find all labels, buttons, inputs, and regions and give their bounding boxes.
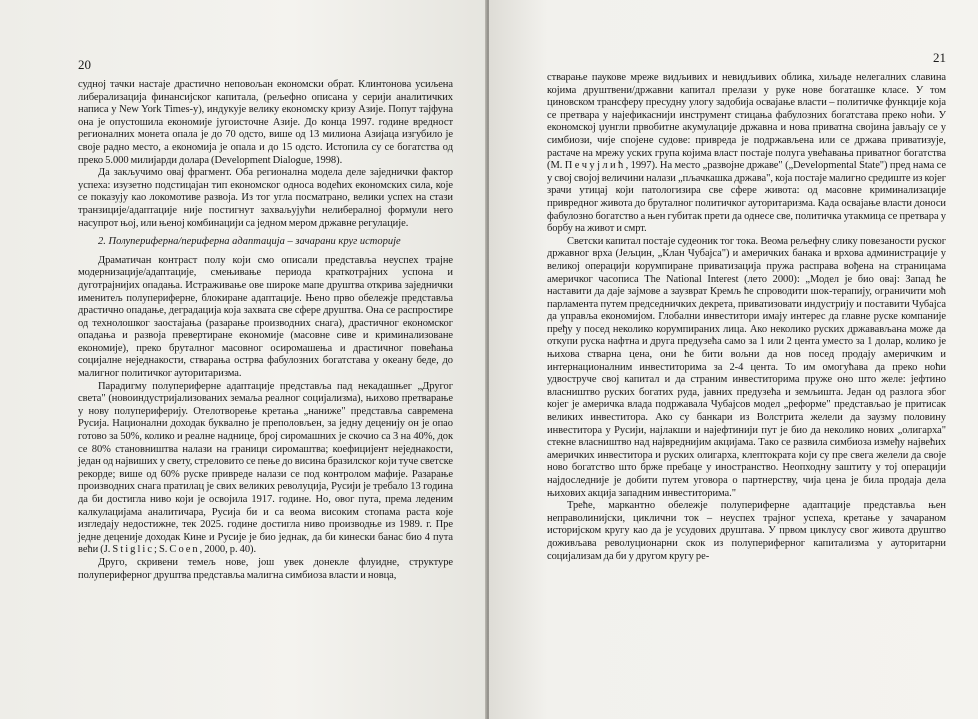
paragraph: Драматичан контраст полу који смо описали представља неуспех трајне модернизације/адаптације, смењивање периода краткотрајних успона и дуготрајнијих опадања. Истраживање ове широке мапе друштва открива заједнички именитељ полупериферне, блокиране адаптације. Њено прво обележје представља драстично опадање, деградација која захвата све сфере друштва. Она се распростире од технолошког заостајања (разарање производних снага), драстичног економског опадања и развоја превертиране економије (масовне сиве и криминализоване економије), преко бруталног масовног осиромашења и драстичног повећања социјалне неједнакости, стварања острва фабулозних богатстава у океану беде, до малигног политичког ауторитаризма. [78,254,453,380]
paragraph: Друго, скривени темељ нове, још увек донекле флуидне, структуре полупериферног друштва представља малигна симбиоза власти и новца, [78,556,453,581]
page-number: 20 [78,57,91,72]
paragraph: судној тачки настаје драстично неповољан економски обрат. Клинтонова усиљена либерализација финансијског капитала, (рељефно описана у серији аналитичких написа у New York Times-у), индукује велику економску кризу Азије. Попут тајфуна она је опустошила економије југоисточне Азије. До конца 1997. године вредност регионалних монета опала је до 70 одсто, више од 13 милиона Азијаца изгубило је своје радно место, а економија је опала и до 15 одсто. Истопила су се богатства од преко 5.000 милијарди долара (Development Dialogue, 1998). [78,79,453,166]
right-page [489,0,978,719]
page-number: 21 [933,50,946,65]
paragraph: Парадигму полупериферне адаптације представља пад некадашњег „Другог света" (новоиндустријализованих земаља реалног социјализма), њихово претварање у нову полупериферију. Отелотворење кретања „наниже" представља савремена Русија. Национални доходак буквално је преполовљен, за једну деценију он је опао готово за 50%, колико и реалне наднице, број сиромашних је скочио са 3 на 40%, док се 80% становништва налази на граници сиромаштва; коефицијент неједнакости, један од највиших у свету, стреловито се пење до висина бразилског који туче светске рекорде; више од 60% руске привреде налази се под контролом мафије. Разарање производних снага пратилац је свих великих револуција, Русији је требало 13 година да би достигла ниво који је освојила 1917. године. Но, овог пута, према леденим калкулацијама аналитичара, Русија би и са веома високим стопама раста које изгледају недостижне, тек 2025. године достигла ниво производње из 1989. г. Пре једне деценије доходак Кине и Русије је био једнак, да би кинески банас био 4 пута већи (J. S t i g l i c ; S. C o e n , 2000, p. 40). [78,380,453,556]
paragraph: Да закључимо овај фрагмент. Оба регионална модела деле заједнички фактор успеха: изузетно подстицајан тип економског односа водећих економских сила, које се показују као локомотиве развоја. Из тог угла посматрано, велики успех на стази транзиције/адаптације није постигнут захваљујући нелибералној формули него насупрот њој, или њеној комбинацији са једном мером државне регулације. [78,167,453,229]
paragraph: стварање паукове мреже видљивих и невидљивих облика, хиљаде нелегалних славина којима друштвени/државни капитал прелази у руке нове богаташке класе. У том циновском трансферу пресудну улогу задобија освајање власти – политичке функције која се претвара у најефикаснији инструмент стицања фабулозних богатстава преко ноћи. У економској џунгли првобитне акумулације државна и нова приватна својина јављају се у симбиози, чије спојене судове: привреда је подржављена или се држава приватизује, растаче на мрежу уских група којима власт постаје полуга увећавања приватног богатства (М. П е ч у ј л и ћ , 1997). На место „развојне државе" („Developmental State") пред нама се у свој својој величини налази „пљачкашка држава", која постаје малигно средиште из којег зрачи утицај који патологизира све сфере живота: од масовне криминализације привредног живота до бруталног политичког ауторитаризма. Када освајање власти доноси фабулозно богатство а њен губитак прети да однесе све, политичка утакмица се претвара у борбу на живот и смрт. [547,72,946,235]
left-page [0,0,487,719]
paragraph: Треће, маркантно обележје полупериферне адаптације представља њен неправолинијски, циклични ток – неуспех трајног успеха, кретање у зачараном историјском кругу као да је усудових друштава. У првом циклусу свог живота друштво доживљава револуционарни скок из полупериферног капитализма у ауторитарни социјализам да би у другом кругу ре- [547,500,946,562]
section-heading: 2. Полупериферна/периферна адаптација – зачарани круг историје [98,236,401,248]
paragraph: Светски капитал постаје судеоник тог тока. Веома рељефну слику повезаности руског државног врха (Јељцин, „Клан Чубајса") и америчких банака и врхова администрације у великој операцији корумпиране приватизација пружа расправа вођена на страницама америчког часописа The National Interest (лето 2000): „Модел је био овај: Запад ће наставити да даје зајмове а заузврат Кремљ ће спроводити шок-терапију, ограничити моћ парламента путем председничких декрета, приватизовати индустрију и поставити Чубајса да управља економијом. Глобални инвеститори имају интерес да главне руске компаније пређу у посед неколико корумпираних лица. Ако неколико руских државављана може да откупи руска нафтна и друга предузећа само за 1 или 2 цента уместо за 1 долар, колико је њихова стварна цена, они ће бити вољни да нов посед продају америчким и интернационалним инвеститорима за 2-4 цента. То им омогућава да преко ноћи удвоструче свој капитал и да страним инвеститорима пруже оно што желе: јефтино власништво руских богатих руда, јавних предузећа и земљишта. Један од разлога због којег је америчка влада подржавала Чубајсов модел „реформе" представљао је притисак великих инвеститора. Ако су банкари из Волстрита желели да заузму половину инвеститора у Русији, најлакши и најефтинији пут је био да неколико нових „олигарха" стекне власништво над највреднијим акцијама. Тако се развила симбиоза између највећих америчких инвеститора и руских олигарха, клептократа који су пре свега желели да своје ново богатство што брже пребаце у иностранство. Неопходну заштиту у тој операцији најдоследније је добити путем уговора о партнерству, чија цена је била продаја дела њихових акција западним инвеститорима." [547,235,946,499]
